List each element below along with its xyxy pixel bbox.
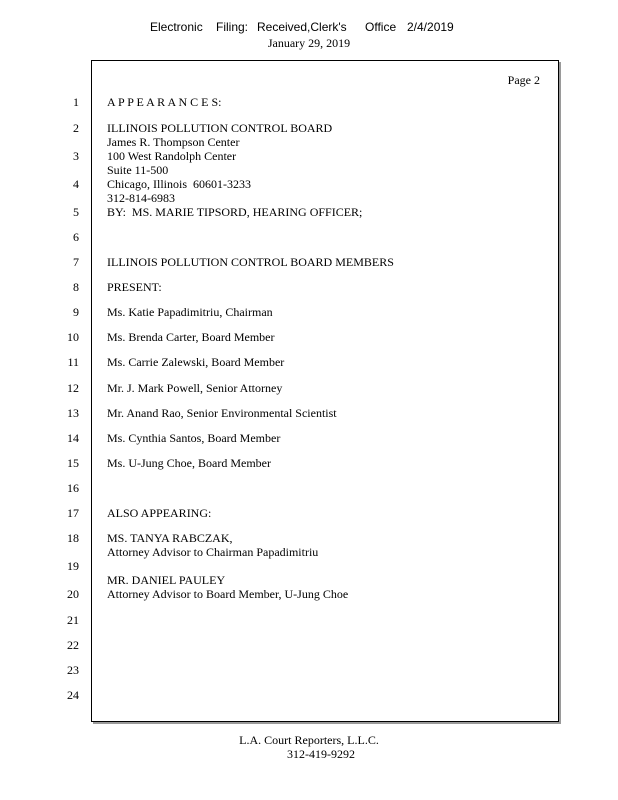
address-line: 100 West Randolph Center [107,149,237,163]
stamp-type: Filing: [216,20,249,34]
footer-phone: 312-419-9292 [287,747,355,761]
present-label: PRESENT: [107,280,162,294]
line-number: 13 [67,406,79,420]
board-member: Ms. Carrie Zalewski, Board Member [107,355,285,369]
address-line: James R. Thompson Center [107,135,240,149]
line-number: 7 [73,255,79,269]
line-number: 14 [67,431,79,445]
line-number: 17 [67,506,79,520]
line-number: 9 [73,305,79,319]
address-line: Chicago, Illinois 60601-3233 [107,177,251,191]
appearing-name: MR. DANIEL PAULEY [107,573,226,587]
stamp-date: 2/4/2019 [407,20,454,34]
members-heading: ILLINOIS POLLUTION CONTROL BOARD MEMBERS [107,255,394,269]
stamp-office: Office [365,20,397,34]
hearing-date: January 29, 2019 [267,36,351,50]
board-member: Mr. Anand Rao, Senior Environmental Scientist [107,406,337,420]
stamp-filing: Electronic [150,20,203,34]
board-member: Ms. Cynthia Santos, Board Member [107,431,281,445]
line-number: 10 [67,330,79,344]
line-number: 2 [73,121,79,135]
line-number: 18 [67,531,79,545]
appearing-role: Attorney Advisor to Chairman Papadimitriu [107,545,319,559]
line-number: 6 [73,230,79,244]
board-phone: 312-814-6983 [107,191,175,205]
appearing-name: MS. TANYA RABCZAK, [107,531,233,545]
board-member: Mr. J. Mark Powell, Senior Attorney [107,381,283,395]
board-member: Ms. Brenda Carter, Board Member [107,330,275,344]
stamp-received: Received,Clerk's [257,20,347,34]
line-number: 23 [67,663,79,677]
page-number: Page 2 [507,73,540,87]
line-number: 1 [73,95,79,109]
line-number: 3 [73,149,79,163]
line-number: 8 [73,280,79,294]
appearances-title: A P P E A R A N C E S: [107,95,222,109]
line-number: 21 [67,613,79,627]
footer-company: L.A. Court Reporters, L.L.C. [239,733,379,747]
board-member: Ms. U-Jung Choe, Board Member [107,456,271,470]
board-member: Ms. Katie Papadimitriu, Chairman [107,305,273,319]
address-line: Suite 11-500 [107,163,169,177]
appearing-role: Attorney Advisor to Board Member, U-Jung Choe [107,587,349,601]
line-number: 24 [67,688,79,702]
line-number: 19 [67,559,79,573]
line-number: 12 [67,381,79,395]
line-number: 4 [73,177,79,191]
also-appearing-heading: ALSO APPEARING: [107,506,212,520]
line-number: 15 [67,456,79,470]
line-number: 11 [67,355,79,369]
board-name: ILLINOIS POLLUTION CONTROL BOARD [107,121,333,135]
line-number: 5 [73,205,79,219]
line-number: 16 [67,481,79,495]
line-number: 22 [67,638,79,652]
line-number: 20 [67,587,79,601]
hearing-officer: BY: MS. MARIE TIPSORD, HEARING OFFICER; [107,205,363,219]
